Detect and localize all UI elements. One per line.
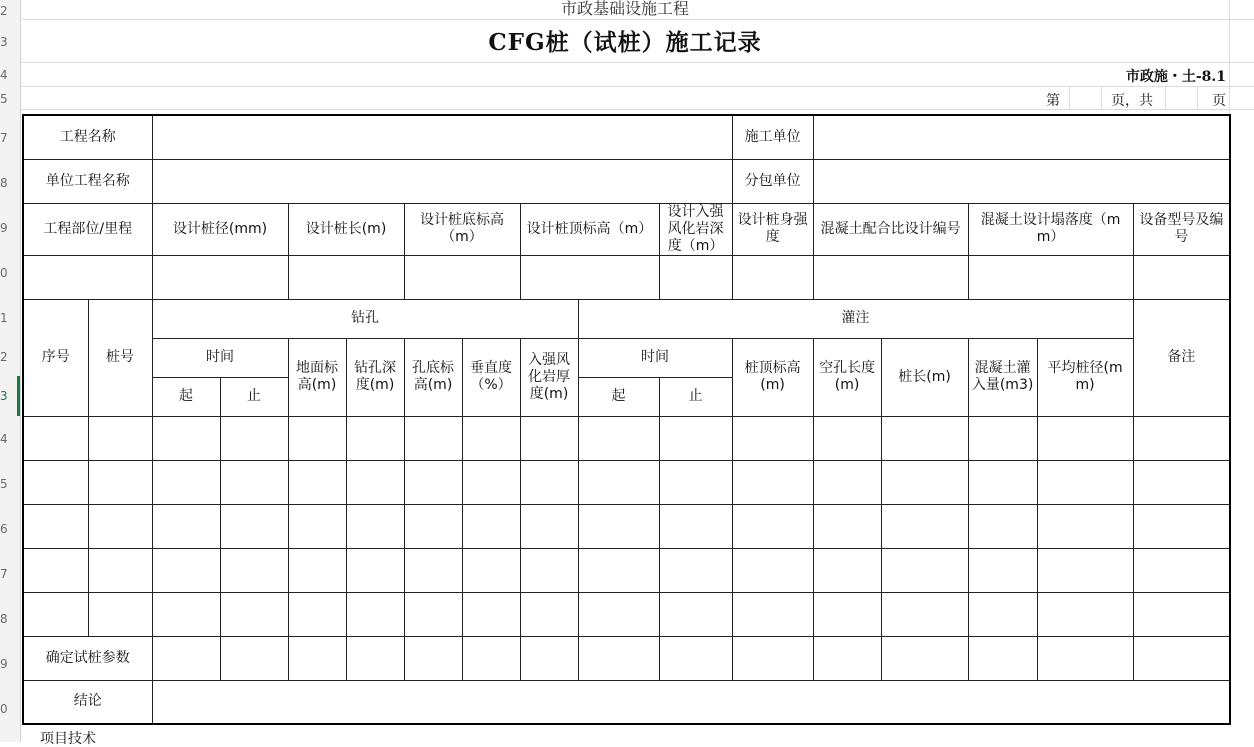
unit-project-name-value[interactable] xyxy=(152,159,732,203)
verticality-header[interactable]: 垂直度（%） xyxy=(462,338,520,416)
pour-start-header[interactable]: 起 xyxy=(578,377,659,416)
row-number[interactable]: 4 xyxy=(0,432,8,446)
grid-line xyxy=(1069,86,1070,110)
row-number[interactable]: 8 xyxy=(0,176,8,190)
page-ye-gong-label[interactable]: 页，共 xyxy=(1111,93,1153,109)
conclusion-value[interactable] xyxy=(152,680,1230,724)
ground-elev-header[interactable]: 地面标高(m) xyxy=(288,338,346,416)
grid-line xyxy=(1197,86,1198,110)
concrete-volume-header[interactable]: 混凝土灌入量(m3) xyxy=(968,338,1037,416)
project-name-value[interactable] xyxy=(152,115,732,159)
subcontract-unit-value[interactable] xyxy=(813,159,1230,203)
page-ye-label[interactable]: 页 xyxy=(1212,93,1226,109)
row-number[interactable]: 1 xyxy=(0,311,8,325)
table-row xyxy=(23,504,1230,548)
slump-value[interactable] xyxy=(968,255,1133,299)
row-header-column xyxy=(0,0,21,742)
row-number[interactable]: 5 xyxy=(0,92,8,106)
table-row xyxy=(23,548,1230,592)
row-number[interactable]: 2 xyxy=(0,4,8,18)
equipment-no-label[interactable]: 设备型号及编号 xyxy=(1133,203,1230,255)
hole-bottom-elev-header[interactable]: 孔底标高(m) xyxy=(404,338,462,416)
empty-hole-length-header[interactable]: 空孔长度(m) xyxy=(813,338,881,416)
grid-line xyxy=(20,19,1254,20)
form-title[interactable]: CFG桩（试桩）施工记录 xyxy=(488,29,762,56)
design-strength-value[interactable] xyxy=(732,255,813,299)
slump-label[interactable]: 混凝土设计塌落度（mm） xyxy=(968,203,1133,255)
construction-unit-value[interactable] xyxy=(813,115,1230,159)
table-row xyxy=(23,416,1230,460)
construction-record-table xyxy=(22,114,1231,725)
row-number[interactable]: 5 xyxy=(0,477,8,491)
row-number[interactable]: 9 xyxy=(0,221,8,235)
pile-no-header[interactable]: 桩号 xyxy=(88,299,152,416)
row-number[interactable]: 4 xyxy=(0,68,8,82)
mix-ratio-no-value[interactable] xyxy=(813,255,968,299)
grid-line xyxy=(1101,86,1102,110)
design-bottom-elev-value[interactable] xyxy=(404,255,520,299)
rock-thickness-header[interactable]: 入强风化岩厚度(m) xyxy=(520,338,578,416)
table-row xyxy=(23,460,1230,504)
drill-end-header[interactable]: 止 xyxy=(220,377,288,416)
row-number[interactable]: 2 xyxy=(0,350,8,364)
subcontract-unit-label[interactable]: 分包单位 xyxy=(732,159,813,203)
row-number[interactable]: 6 xyxy=(0,522,8,536)
equipment-no-value[interactable] xyxy=(1133,255,1230,299)
drill-depth-header[interactable]: 钻孔深度(m) xyxy=(346,338,404,416)
mix-ratio-no-label[interactable]: 混凝土配合比设计编号 xyxy=(813,203,968,255)
seq-no-header[interactable]: 序号 xyxy=(23,299,88,416)
drilling-header[interactable]: 钻孔 xyxy=(152,299,578,338)
grid-line xyxy=(20,62,1254,63)
part-mileage-label[interactable]: 工程部位/里程 xyxy=(23,203,152,255)
part-mileage-value[interactable] xyxy=(23,255,152,299)
row-number[interactable]: 0 xyxy=(0,266,8,280)
row-number[interactable]: 8 xyxy=(0,612,8,626)
pile-length-header[interactable]: 桩长(m) xyxy=(881,338,968,416)
drill-time-header[interactable]: 时间 xyxy=(152,338,288,377)
pour-time-header[interactable]: 时间 xyxy=(578,338,732,377)
design-bottom-elev-label[interactable]: 设计桩底标高（m） xyxy=(404,203,520,255)
top-title[interactable]: 市政基础设施工程 xyxy=(560,0,689,18)
design-rock-depth-value[interactable] xyxy=(659,255,732,299)
pour-end-header[interactable]: 止 xyxy=(659,377,732,416)
conclusion-label[interactable]: 结论 xyxy=(23,680,152,724)
form-code[interactable]: 市政施・土-8.1 xyxy=(1125,69,1226,85)
design-rock-depth-label[interactable]: 设计入强风化岩深度（m） xyxy=(659,203,732,255)
grid-line xyxy=(1165,86,1166,110)
footer-partial-text[interactable]: 项目技术 xyxy=(40,731,96,747)
row-number-active[interactable]: 3 xyxy=(0,389,8,403)
avg-diameter-header[interactable]: 平均桩径(mm) xyxy=(1037,338,1133,416)
remarks-header[interactable]: 备注 xyxy=(1133,299,1230,416)
unit-project-name-label[interactable]: 单位工程名称 xyxy=(23,159,152,203)
design-diameter-label[interactable]: 设计桩径(mm) xyxy=(152,203,288,255)
page-di-label[interactable]: 第 xyxy=(1046,93,1060,109)
row-number[interactable]: 0 xyxy=(0,702,8,716)
pouring-header[interactable]: 灌注 xyxy=(578,299,1133,338)
design-top-elev-value[interactable] xyxy=(520,255,659,299)
construction-unit-label[interactable]: 施工单位 xyxy=(732,115,813,159)
row-number[interactable]: 7 xyxy=(0,567,8,581)
row-number[interactable]: 3 xyxy=(0,35,8,49)
table-row xyxy=(23,592,1230,636)
design-diameter-value[interactable] xyxy=(152,255,288,299)
pile-top-elev-header[interactable]: 桩顶标高(m) xyxy=(732,338,813,416)
design-length-label[interactable]: 设计桩长(m) xyxy=(288,203,404,255)
design-length-value[interactable] xyxy=(288,255,404,299)
row-number[interactable]: 9 xyxy=(0,657,8,671)
project-name-label[interactable]: 工程名称 xyxy=(23,115,152,159)
design-strength-label[interactable]: 设计桩身强度 xyxy=(732,203,813,255)
drill-start-header[interactable]: 起 xyxy=(152,377,220,416)
confirm-params-label[interactable]: 确定试桩参数 xyxy=(23,636,152,680)
design-top-elev-label[interactable]: 设计桩顶标高（m） xyxy=(520,203,659,255)
row-number[interactable]: 7 xyxy=(0,131,8,145)
